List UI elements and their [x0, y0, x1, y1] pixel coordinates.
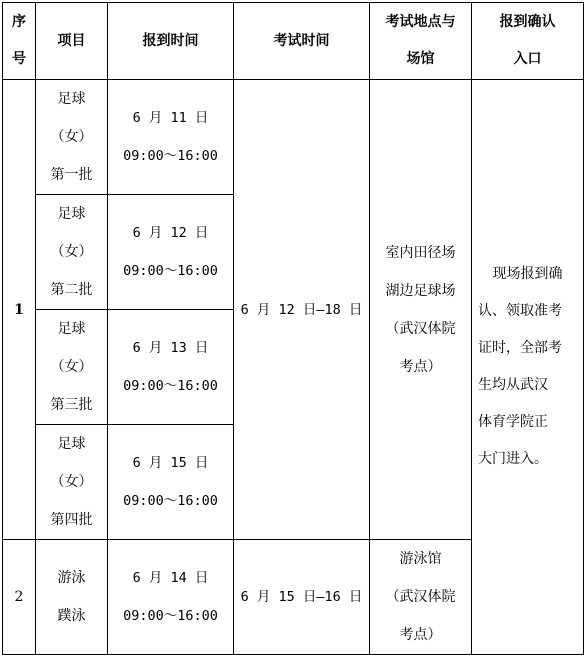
- item-cell: 足球 （女） 第三批: [36, 310, 108, 425]
- header-no: 序 号: [3, 3, 36, 80]
- exam-time-cell: 6 月 12 日—18 日: [234, 80, 370, 540]
- header-exam-time: 考试时间: [234, 3, 370, 80]
- item-cell: 足球 （女） 第二批: [36, 195, 108, 310]
- confirm-note-cell: 现场报到确 认、领取准考 证时，全部考 生均从武汉 体育学院正 大门进入。: [472, 80, 584, 655]
- location-cell: 室内田径场 湖边足球场 （武汉体院 考点）: [370, 80, 472, 540]
- header-location: 考试地点与 场馆: [370, 3, 472, 80]
- serial-cell: 2: [3, 540, 36, 655]
- schedule-table: [2, 2, 584, 655]
- location-cell: 游泳馆 （武汉体院 考点）: [370, 540, 472, 655]
- table-row: [3, 80, 584, 195]
- serial-cell: 1: [3, 80, 36, 540]
- report-time-cell: 6 月 11 日 09:00～16:00: [108, 80, 234, 195]
- header-item: 项目: [36, 3, 108, 80]
- header-report-time: 报到时间: [108, 3, 234, 80]
- header-confirm: 报到确认 入口: [472, 3, 584, 80]
- report-time-cell: 6 月 14 日 09:00～16:00: [108, 540, 234, 655]
- item-cell: 足球 （女） 第四批: [36, 425, 108, 540]
- header-row: [3, 3, 584, 80]
- item-cell: 足球 （女） 第一批: [36, 80, 108, 195]
- exam-time-cell: 6 月 15 日—16 日: [234, 540, 370, 655]
- report-time-cell: 6 月 12 日 09:00～16:00: [108, 195, 234, 310]
- report-time-cell: 6 月 13 日 09:00～16:00: [108, 310, 234, 425]
- item-cell: 游泳 蹼泳: [36, 540, 108, 655]
- report-time-cell: 6 月 15 日 09:00～16:00: [108, 425, 234, 540]
